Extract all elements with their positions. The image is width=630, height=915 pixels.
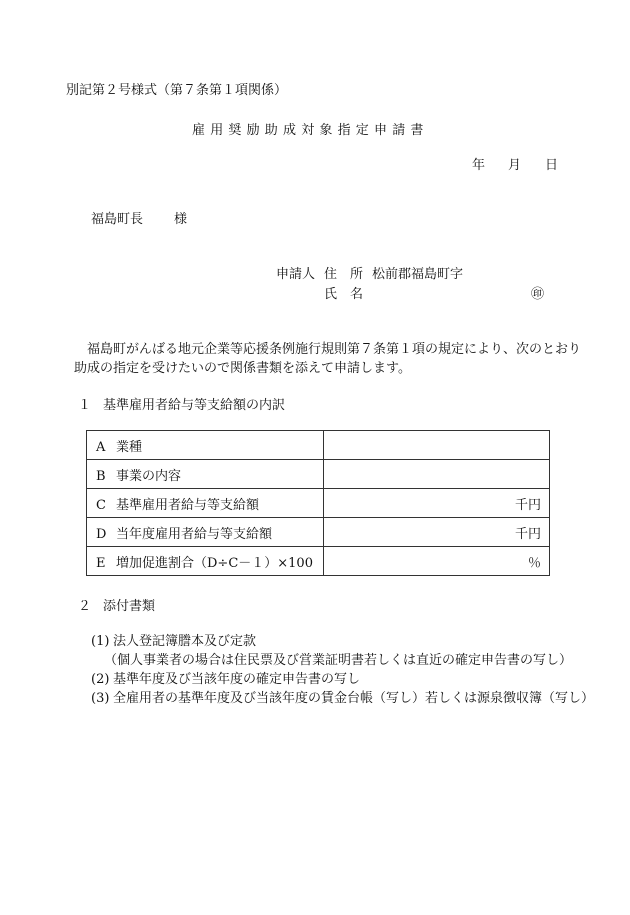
- row-value-cell: [323, 460, 549, 489]
- applicant-label: 申請人: [276, 267, 316, 282]
- item-number: (2): [91, 672, 110, 687]
- date-day: 日: [545, 158, 559, 173]
- body-line: 助成の指定を受けたいので関係書類を添えて申請します。: [74, 361, 411, 376]
- table-row: [87, 518, 550, 547]
- seal-mark: ㊞: [531, 287, 545, 302]
- row-label: 当年度雇用者給与等支給額: [116, 526, 273, 542]
- row-value-cell: [323, 431, 549, 460]
- section1-title: 基準雇用者給与等支給額の内訳: [103, 398, 286, 413]
- row-key: A: [96, 439, 106, 455]
- row-label-cell: [87, 489, 324, 518]
- table-row: [87, 431, 550, 460]
- row-label-cell: [87, 460, 324, 489]
- row-label: 事業の内容: [116, 468, 182, 484]
- item-text: 全雇用者の基準年度及び当該年度の賃金台帳（写し）若しくは源泉徴収簿（写し）: [113, 691, 595, 706]
- row-label: 業種: [116, 439, 143, 455]
- item-number: (3): [91, 691, 110, 706]
- section2-number: ２: [78, 599, 92, 614]
- item-number: (1): [91, 634, 110, 649]
- addressee-honorific: 様: [174, 212, 188, 227]
- row-key: D: [96, 526, 107, 542]
- address-value: 松前郡福島町字: [372, 267, 464, 282]
- row-value-cell: 千円: [323, 518, 549, 547]
- row-label: 増加促進割合（D÷C－１）×100: [116, 555, 313, 571]
- name-label: 氏 名: [324, 287, 364, 302]
- row-label-cell: [87, 431, 324, 460]
- document-title: 雇用奨励助成対象指定申請書: [192, 123, 429, 138]
- form-label: 別記第２号様式（第７条第１項関係）: [66, 83, 288, 98]
- item-text: 法人登記簿謄本及び定款: [113, 634, 257, 649]
- body-line: 福島町がんばる地元企業等応援条例施行規則第７条第１項の規定により、次のとおり: [87, 342, 582, 357]
- row-key: E: [96, 555, 106, 571]
- table-row: [87, 460, 550, 489]
- row-label: 基準雇用者給与等支給額: [116, 497, 260, 513]
- row-value-cell: 千円: [323, 489, 549, 518]
- section1-number: １: [78, 398, 92, 413]
- address-label: 住 所: [324, 267, 364, 282]
- row-key: C: [96, 497, 106, 513]
- table-row: [87, 489, 550, 518]
- section2-title: 添付書類: [103, 599, 156, 614]
- row-label-cell: [87, 518, 324, 547]
- breakdown-table: [86, 430, 550, 576]
- row-key: B: [96, 468, 106, 484]
- date-month: 月: [508, 158, 522, 173]
- table-row: [87, 547, 550, 576]
- row-value-cell: ％: [323, 547, 549, 576]
- item-text: 基準年度及び当該年度の確定申告書の写し: [113, 672, 361, 687]
- date-year: 年: [472, 158, 486, 173]
- item-text: （個人事業者の場合は住民票及び営業証明書若しくは直近の確定申告書の写し）: [104, 653, 573, 668]
- addressee-name: 福島町長: [91, 212, 144, 227]
- row-label-cell: [87, 547, 324, 576]
